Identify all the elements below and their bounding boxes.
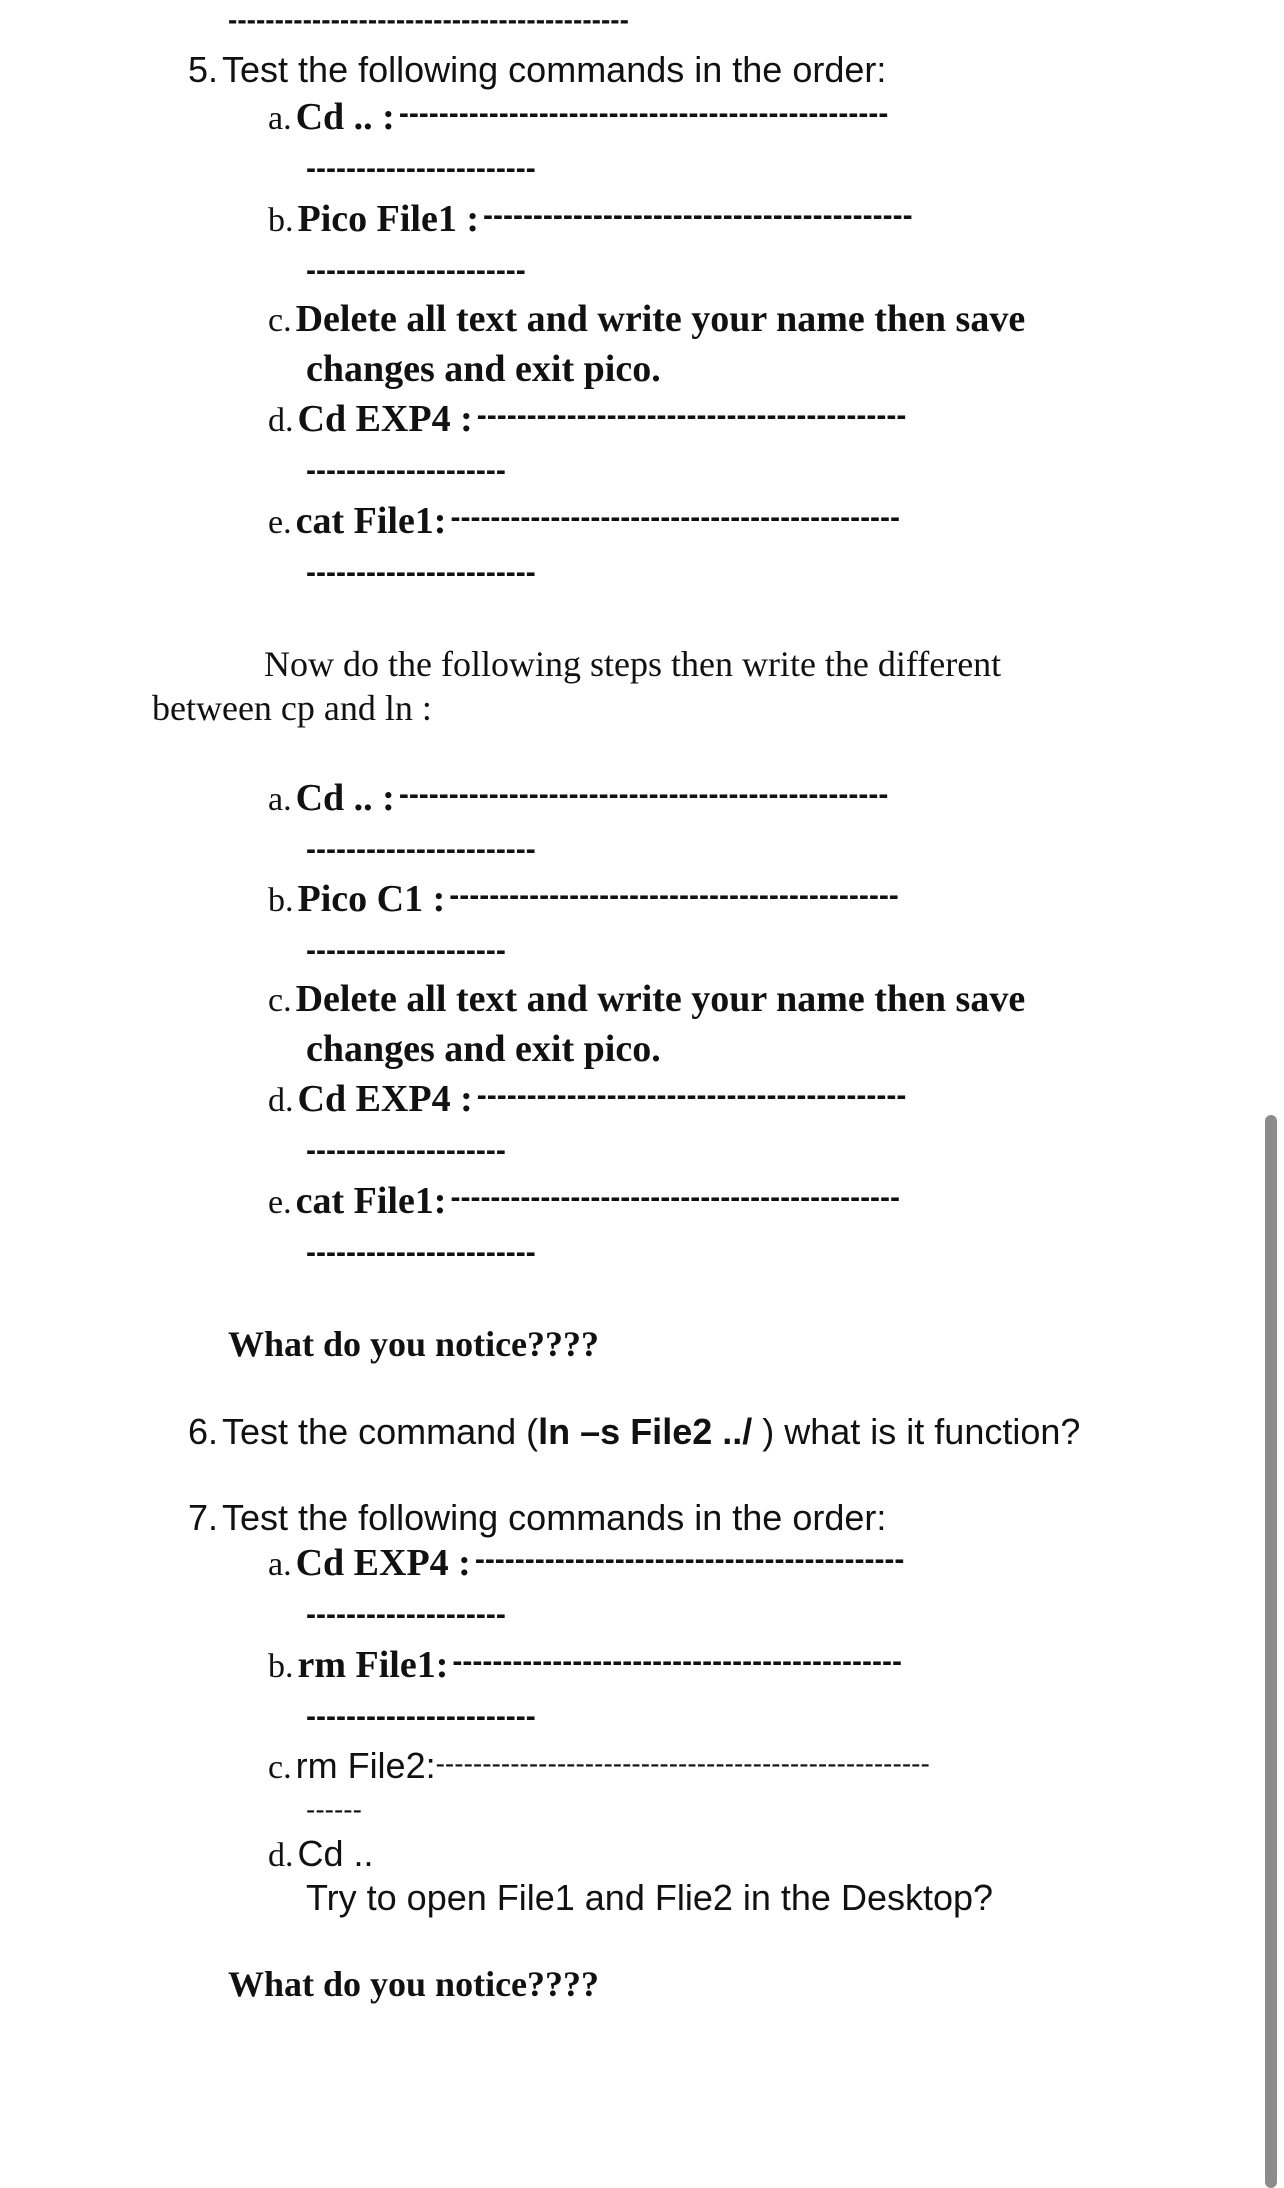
question-7-number: 7. <box>188 1497 219 1538</box>
answer-line-continued: ---------------------- <box>306 256 526 286</box>
q5-item-d-command: Cd EXP4 : <box>297 398 473 440</box>
q7-item-d: d. Cd .. <box>268 1833 374 1874</box>
steps-item-d: d. Cd EXP4 : ------------------------------------------- <box>268 1080 1081 1118</box>
steps-item-b: b. Pico C1 : --------------------------------------------- <box>268 880 1097 918</box>
question-5-number: 5. <box>188 49 219 90</box>
q7-item-a: a. Cd EXP4 : ------------------------------------------- <box>268 1544 1079 1582</box>
answer-line: ------------------------------------------- <box>482 201 913 231</box>
question-7 <box>188 1497 887 1538</box>
question-6: 6. Test the command (ln –s File2 ../ ) what is it function? <box>188 1411 1081 1452</box>
steps-item-b-command: Pico C1 : <box>297 878 446 920</box>
question-5 <box>188 49 887 90</box>
q5-item-b-command: Pico File1 : <box>297 198 479 240</box>
q5-item-e: e. cat File1: --------------------------------------------- <box>268 502 1090 540</box>
answer-line-continued: ----------------------- <box>306 154 536 184</box>
answer-line-continued: ----------------------- <box>306 1238 536 1268</box>
answer-line-continued: -------------------- <box>306 456 506 486</box>
q7-item-b-command: rm File1: <box>297 1644 449 1686</box>
q5-item-c: c. Delete all text and write your name then save <box>268 298 1026 340</box>
answer-line: ------------------------------------------- <box>474 1545 905 1575</box>
answer-line-continued: ----------------------- <box>306 835 536 865</box>
steps-item-d-command: Cd EXP4 : <box>297 1078 473 1120</box>
q5-item-c-line2: changes and exit pico. <box>306 348 661 390</box>
steps-item-c-line2: changes and exit pico. <box>306 1028 661 1070</box>
intro-line-1: Now do the following steps then write the different <box>264 644 1002 684</box>
notice-question: What do you notice???? <box>228 1964 600 2004</box>
answer-line: --------------------------------------------- <box>449 881 899 911</box>
answer-line-continued: -------------------- <box>306 936 506 966</box>
question-7-text: Test the following commands in the order: <box>222 1497 887 1538</box>
steps-item-e: e. cat File1: --------------------------------------------- <box>268 1182 1090 1220</box>
question-6-command: ln –s File2 ../ <box>538 1411 753 1452</box>
q5-item-d: d. Cd EXP4 : ------------------------------------------- <box>268 400 1081 438</box>
q7-item-a-command: Cd EXP4 : <box>295 1542 471 1584</box>
answer-line: ------------------------------------------------- <box>398 99 889 129</box>
q5-item-e-command: cat File1: <box>295 500 447 542</box>
q5-item-a: a. Cd .. : ------------------------------------------------- <box>268 98 1099 136</box>
answer-line: --------------------------------------------- <box>450 1183 901 1213</box>
notice-question: What do you notice???? <box>228 1324 600 1364</box>
q7-item-d-instruction: Try to open File1 and Flie2 in the Desktop? <box>306 1877 994 1918</box>
answer-line: ------------------------------------------- <box>476 1081 907 1111</box>
q7-item-c: c. rm File2:----------------------------------------------------- <box>268 1748 1116 1785</box>
answer-line: ------------------------------------------- <box>476 401 907 431</box>
answer-line-continued: ----------------------- <box>306 1702 536 1732</box>
q5-item-b: b. Pico File1 : ------------------------------------------- <box>268 200 1095 238</box>
answer-line-continued: ------ <box>306 1796 362 1824</box>
answer-line: --------------------------------------------- <box>452 1647 902 1677</box>
top-rule: ------------------------------------------- <box>228 6 629 34</box>
answer-line: ----------------------------------------------------- <box>435 1750 930 1778</box>
steps-item-c: c. Delete all text and write your name then save <box>268 978 1026 1020</box>
q7-item-d-command: Cd .. <box>297 1833 374 1874</box>
steps-item-e-command: cat File1: <box>295 1180 447 1222</box>
q7-item-c-command: rm File2: <box>295 1745 436 1786</box>
question-5-text: Test the following commands in the order: <box>222 49 887 90</box>
answer-line-continued: -------------------- <box>306 1136 506 1166</box>
steps-item-c-line1: Delete all text and write your name then save <box>295 978 1026 1020</box>
q5-item-a-command: Cd .. : <box>295 96 395 138</box>
q7-item-b: b. rm File1: --------------------------------------------- <box>268 1646 1092 1684</box>
question-6-number: 6. <box>188 1411 219 1452</box>
q5-item-c-line1: Delete all text and write your name then save <box>295 298 1026 340</box>
answer-line-continued: -------------------- <box>306 1600 506 1630</box>
answer-line: --------------------------------------------- <box>450 503 901 533</box>
steps-item-a-command: Cd .. : <box>295 777 395 819</box>
steps-item-a: a. Cd .. : ------------------------------------------------- <box>268 779 1099 817</box>
answer-line-continued: ----------------------- <box>306 558 536 588</box>
intro-line-2: between cp and ln : <box>152 688 432 728</box>
answer-line: ------------------------------------------------- <box>398 780 889 810</box>
scrollbar-thumb[interactable] <box>1265 1115 1277 2188</box>
